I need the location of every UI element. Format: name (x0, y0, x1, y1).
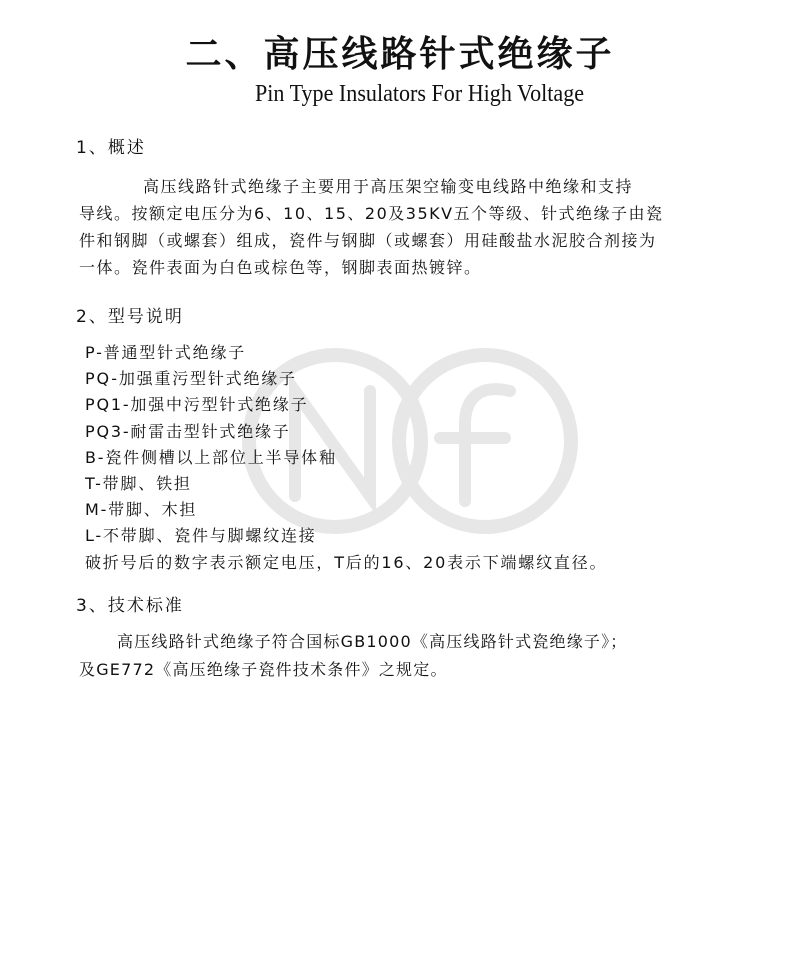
page-title: 二、高压线路针式绝缘子 (185, 33, 615, 75)
section-heading-standard: 3、技术标准 (76, 596, 184, 616)
model-item: PQ3-耐雷击型针式绝缘子 (85, 421, 291, 441)
model-item: L-不带脚、瓷件与脚螺纹连接 (85, 526, 317, 546)
overview-line: 一体。瓷件表面为白色或棕色等，钢脚表面热镀锌。 (79, 258, 482, 277)
model-item: P-普通型针式绝缘子 (85, 343, 247, 362)
overview-line: 高压线路针式绝缘子主要用于高压架空输变电线路中绝缘和支持 (143, 177, 634, 196)
model-item: T-带脚、铁担 (85, 474, 192, 494)
standard-line: 及GE772《高压绝缘子瓷件技术条件》之规定。 (79, 660, 448, 679)
model-item: PQ1-加强中污型针式绝缘子 (85, 395, 309, 415)
page-subtitle: Pin Type Insulators For High Voltage (255, 81, 585, 107)
model-note: 破折号后的数字表示额定电压，T后的16、20表示下端螺纹直径。 (85, 552, 608, 572)
overview-line: 导线。按额定电压分为6、10、15、20及35KV五个等级、针式绝缘子由瓷 (79, 204, 664, 223)
model-item: M-带脚、木担 (85, 500, 198, 520)
standard-paragraph (79, 628, 739, 684)
section-heading-overview: 1、概述 (76, 138, 146, 158)
overview-paragraph (79, 173, 749, 281)
section-heading-model: 2、型号说明 (76, 307, 184, 327)
standard-line: 高压线路针式绝缘子符合国标GB1000《高压线路针式瓷绝缘子》； (117, 632, 628, 651)
overview-line: 件和钢脚（或螺套）组成，瓷件与钢脚（或螺套）用硅酸盐水泥胶合剂接为 (79, 231, 657, 250)
model-item: PQ-加强重污型针式绝缘子 (85, 369, 297, 389)
model-list (85, 340, 725, 576)
model-item: B-瓷件侧槽以上部位上半导体釉 (85, 447, 337, 467)
